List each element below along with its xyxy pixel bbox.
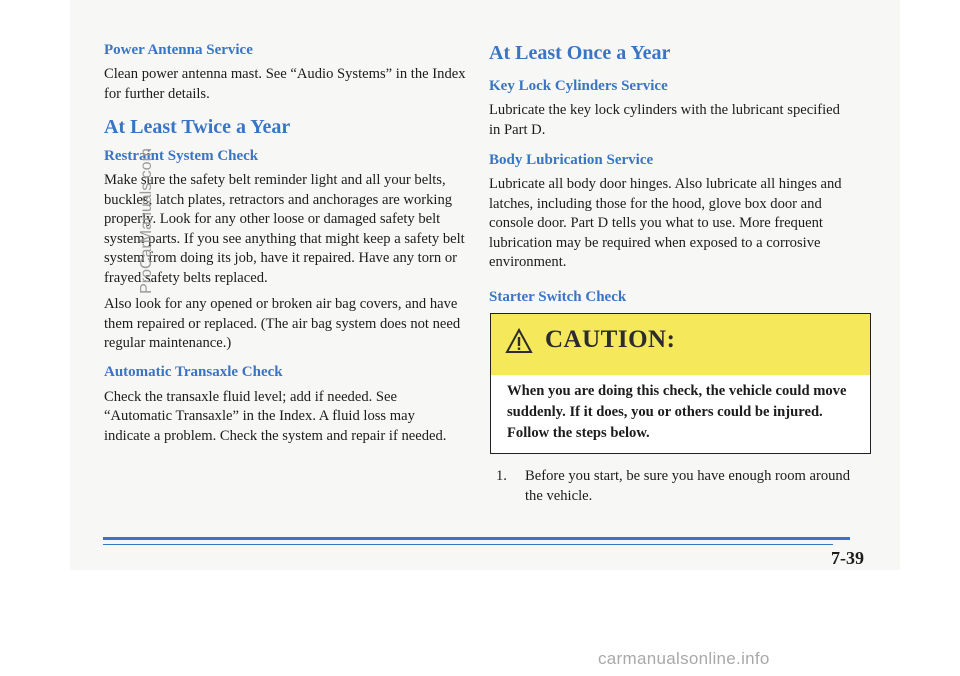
step-number: 1. [496,468,507,484]
footer-site-text: carmanualsonline.info [598,649,770,668]
steps-list [496,467,866,506]
footer-rule-thick [103,537,850,540]
watermark-text: ProCarManuals.com [137,148,155,294]
page-number: 7-39 [831,548,864,568]
restraint-para-1: Make sure the safety belt reminder light and all your belts, buckles, latch plates, retractors and anchorages are working properly. Look for any other loose or damaged safety belt system parts. If you see anything that might keep a safety belt system from doing its job, have it repaired. Have any torn or frayed safety belts replaced. [104,172,465,286]
caution-body: When you are doing this check, the vehicle could move suddenly. If it does, you or others could be injured. Follow the steps below. [507,383,847,441]
key-lock-body: Lubricate the key lock cylinders with the lubricant specified in Part D. [489,102,840,138]
transaxle-heading: Automatic Transaxle Check [104,363,283,380]
once-year-heading: At Least Once a Year [489,42,671,64]
caution-title: CAUTION: [545,326,676,353]
step-text: Before you start, be sure you have enough room around the vehicle. [525,468,851,504]
right-column [489,40,869,307]
caution-box [490,313,871,454]
key-lock-heading: Key Lock Cylinders Service [489,78,668,94]
left-column [104,40,474,446]
restraint-para-2: Also look for any opened or broken air bag covers, and have them repaired or replaced. (The air bag system does not need regular maintenance.) [104,296,461,351]
power-antenna-heading: Power Antenna Service [104,42,253,58]
warning-triangle-icon [505,328,533,354]
caution-header [491,314,870,375]
body-lube-body: Lubricate all body door hinges. Also lubricate all hinges and latches, including those for the hood, glove box door and console door. Part D tells you what to use. More frequent lubrication may be required when exposed to a corrosive environment. [489,176,842,270]
list-item [496,467,866,506]
body-lube-heading: Body Lubrication Service [489,152,654,168]
transaxle-body: Check the transaxle fluid level; add if needed. See “Automatic Transaxle” in the Index. A fluid loss may indicate a problem. Check the system and repair if needed. [104,388,447,444]
power-antenna-body: Clean power antenna mast. See “Audio Systems” in the Index for further details. [104,66,466,102]
footer-rule-thin [103,544,833,545]
starter-heading: Starter Switch Check [489,288,627,305]
restraint-heading: Restraint System Check [104,148,259,164]
twice-year-heading: At Least Twice a Year [104,116,291,138]
